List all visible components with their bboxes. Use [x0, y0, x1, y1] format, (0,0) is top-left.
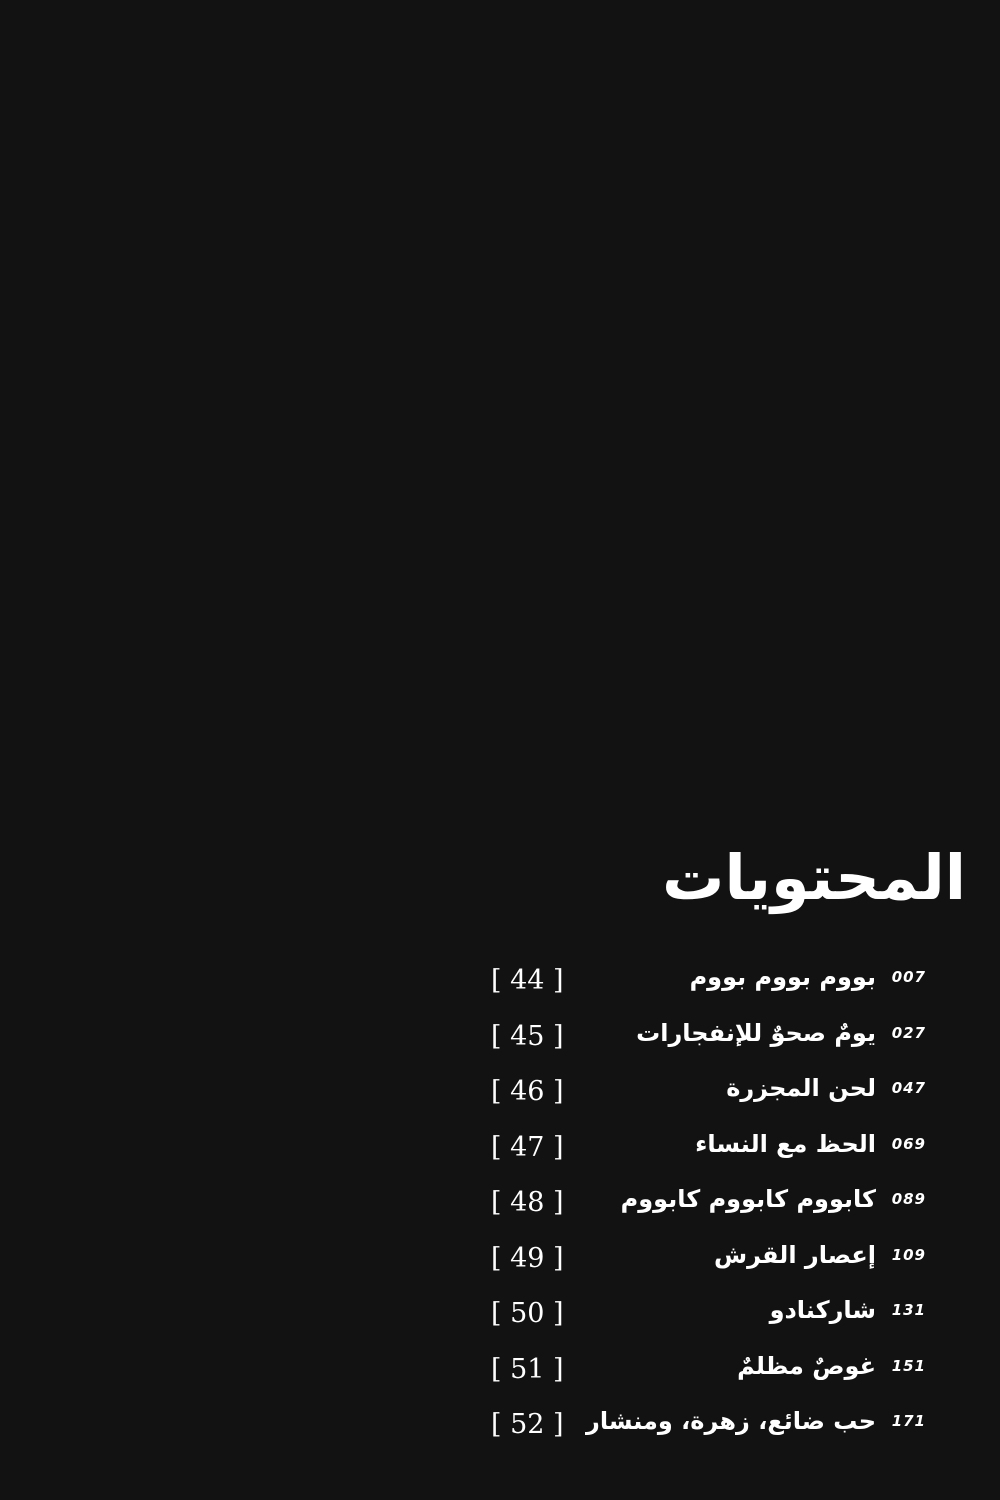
- chapter-title: حب ضائع، زهرة، ومنشار: [586, 1407, 876, 1435]
- table-of-contents: [0, 953, 1000, 1453]
- page-number: 047: [891, 1079, 926, 1097]
- chapter-number: [ 46 ]: [491, 1076, 564, 1107]
- page-number: 007: [891, 968, 926, 986]
- page-number: 027: [891, 1023, 926, 1042]
- list-item[interactable]: [0, 1120, 1000, 1176]
- chapter-title: يومٌ صحوٌ للإنفجارات: [636, 1018, 876, 1047]
- chapter-number: [ 48 ]: [491, 1187, 564, 1218]
- chapter-title: الحظ مع النساء: [695, 1129, 876, 1158]
- page-number: 131: [891, 1301, 926, 1319]
- list-item[interactable]: [0, 1064, 1000, 1120]
- chapter-number: [ 49 ]: [491, 1242, 564, 1274]
- chapter-title: شاركنادو: [769, 1296, 876, 1324]
- list-item[interactable]: [0, 1286, 1000, 1342]
- chapter-title: غوصٌ مظلمٌ: [737, 1351, 876, 1380]
- chapter-title: بووم بووم بووم: [689, 963, 876, 991]
- page-title: المحتويات: [662, 841, 966, 914]
- chapter-title: لحن المجزرة: [726, 1074, 876, 1102]
- page-number: 069: [891, 1134, 926, 1153]
- chapter-title: إعصار القرش: [713, 1240, 876, 1269]
- chapter-number: [ 52 ]: [491, 1409, 564, 1440]
- list-item[interactable]: [0, 1009, 1000, 1065]
- list-item[interactable]: [0, 1175, 1000, 1231]
- page-number: 171: [891, 1412, 926, 1430]
- page-number: 089: [891, 1190, 926, 1208]
- chapter-number: [ 50 ]: [491, 1298, 564, 1329]
- chapter-number: [ 47 ]: [491, 1131, 564, 1163]
- chapter-title: كابووم كابووم كابووم: [620, 1185, 876, 1213]
- chapter-number: [ 45 ]: [491, 1020, 564, 1052]
- chapter-number: [ 51 ]: [491, 1353, 564, 1385]
- list-item[interactable]: [0, 953, 1000, 1009]
- list-item[interactable]: [0, 1342, 1000, 1398]
- list-item[interactable]: [0, 1397, 1000, 1453]
- page-number: 109: [891, 1245, 926, 1264]
- chapter-number: [ 44 ]: [491, 965, 564, 996]
- list-item[interactable]: [0, 1231, 1000, 1287]
- page-number: 151: [891, 1356, 926, 1375]
